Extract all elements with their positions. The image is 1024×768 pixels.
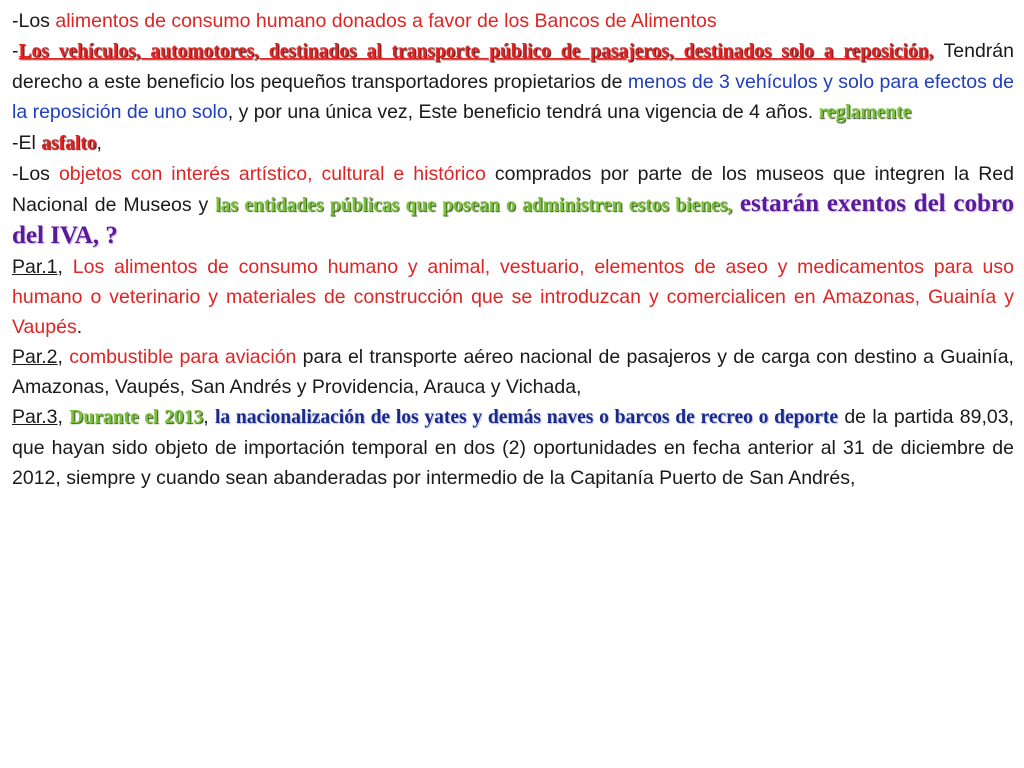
highlight-red-alimentos: alimentos de consumo humano donados a favor de los Bancos de Alimentos	[55, 10, 717, 32]
item-sep: ,	[57, 256, 73, 278]
item-asfalto	[12, 128, 1014, 159]
paragrafo-1	[12, 252, 1014, 342]
item-dash: -	[12, 40, 19, 62]
item-sep: ,	[203, 406, 215, 428]
emphasis-exentos-iva: estarán exentos del cobro del IVA, ?	[12, 190, 1014, 249]
item-suffix: .	[76, 316, 83, 338]
paragrafo-2	[12, 342, 1014, 402]
item-prefix: -Los	[12, 163, 59, 185]
item-text: de la partida 89,03, que hayan sido objeto de importación temporal en dos (2) oportunidades en fecha anterior al 31 de diciembre de 2012, siempre y cuando sean abanderadas por intermedio de la Capitanía Puerto de San Andrés,	[12, 406, 1014, 489]
item-vehiculos	[12, 36, 1014, 128]
item-sep: ,	[57, 346, 70, 368]
highlight-red-objetos: objetos con interés artístico, cultural e histórico	[58, 163, 486, 185]
highlight-red-alimentos-amazonas: Los alimentos de consumo humano y animal, vestuario, elementos de aseo y medicamentos para uso humano o veterinario y materiales de construcción que se introduzcan y comercialicen en Amazonas, Guainía y Vaupés	[12, 256, 1014, 338]
slide-body	[12, 6, 1014, 493]
emphasis-durante-2013: Durante el 2013	[69, 407, 204, 428]
emphasis-vehiculos: Los vehículos, automotores, destinados al transporte público de pasajeros, destinados solo a reposición,	[18, 41, 934, 62]
item-sep: ,	[57, 406, 70, 428]
paragrafo-label: Par.2	[12, 346, 58, 368]
paragrafo-3	[12, 402, 1014, 493]
item-text: , y por una única vez, Este beneficio tendrá una vigencia de 4 años.	[227, 101, 819, 123]
emphasis-reglamente: reglamente	[818, 102, 912, 123]
paragrafo-label: Par.1	[12, 256, 58, 278]
highlight-blue-menos-3: menos de 3 vehículos y solo para efectos de la reposición de uno solo	[12, 71, 1014, 123]
highlight-red-combustible: combustible para aviación	[69, 346, 297, 368]
emphasis-nacionalizacion-yates: la nacionalización de los yates y demás naves o barcos de recreo o deporte	[214, 407, 839, 428]
emphasis-asfalto: asfalto	[41, 133, 97, 154]
item-objetos-museos	[12, 159, 1014, 252]
item-text: para el transporte aéreo nacional de pasajeros y de carga con destino a Guainía, Amazonas, Vaupés, San Andrés y Providencia, Arauca y Vichada,	[12, 346, 1014, 398]
item-text: Tendrán derecho a este beneficio los pequeños transportadores propietarios de	[12, 40, 1014, 93]
item-suffix: ,	[96, 132, 102, 154]
emphasis-entidades-publicas: las entidades públicas que posean o administren estos bienes,	[215, 195, 733, 216]
item-bancos-alimentos	[12, 6, 1014, 36]
paragrafo-label: Par.3	[12, 406, 58, 428]
item-prefix: -El	[12, 132, 42, 154]
item-text: comprados por parte de los museos que integren la Red Nacional de Museos y	[12, 163, 1014, 216]
item-prefix: -Los	[12, 10, 56, 32]
